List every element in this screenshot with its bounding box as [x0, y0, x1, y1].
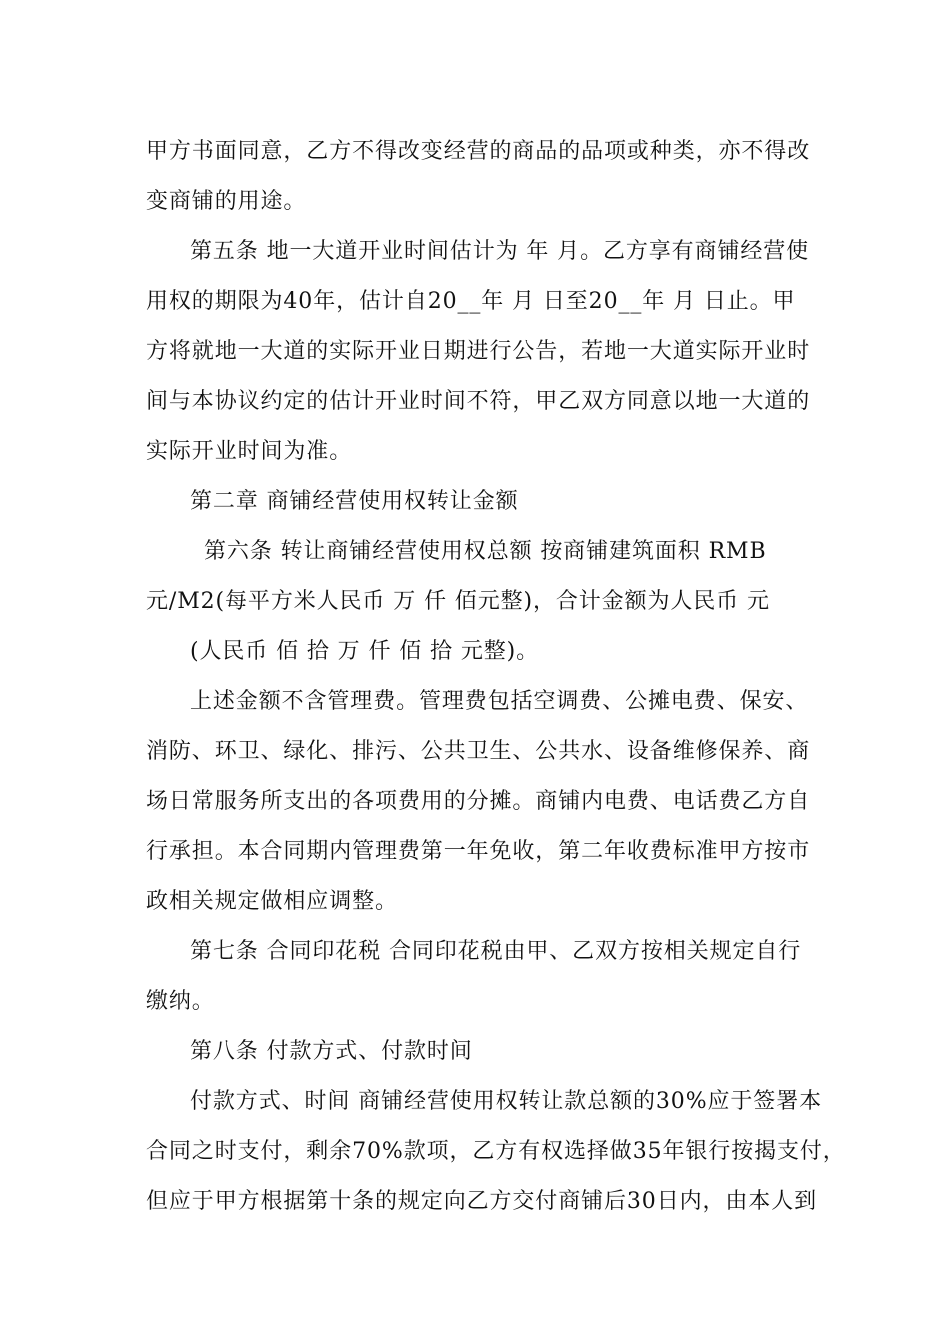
- text-line: 场日常服务所支出的各项费用的分摊。商铺内电费、电话费乙方自: [146, 789, 811, 814]
- article-7-heading: 第七条 合同印花税 合同印花税由甲、乙双方按相关规定自行: [190, 939, 802, 964]
- article-5-heading: 第五条 地一大道开业时间估计为 年 月。乙方享有商铺经营使: [190, 239, 810, 264]
- article-6-heading: 第六条 转让商铺经营使用权总额 按商铺建筑面积 RMB: [204, 539, 767, 564]
- text-line: 实际开业时间为准。: [146, 439, 353, 464]
- text-line: 付款方式、时间 商铺经营使用权转让款总额的30%应于签署本: [190, 1089, 822, 1114]
- text-line: 政相关规定做相应调整。: [146, 889, 398, 914]
- text-line: 合同之时支付，剩余70%款项，乙方有权选择做35年银行按揭支付，: [146, 1139, 846, 1164]
- article-8-heading: 第八条 付款方式、付款时间: [190, 1039, 473, 1064]
- text-line: (人民币 佰 拾 万 仟 佰 拾 元整)。: [190, 639, 540, 664]
- text-line: 消防、环卫、绿化、排污、公共卫生、公共水、设备维修保养、商: [146, 739, 811, 764]
- chapter-2-heading: 第二章 商铺经营使用权转让金额: [190, 489, 519, 514]
- text-line: 方将就地一大道的实际开业日期进行公告，若地一大道实际开业时: [146, 339, 811, 364]
- text-line: 缴纳。: [146, 989, 215, 1014]
- text-line: 上述金额不含管理费。管理费包括空调费、公摊电费、保安、: [190, 689, 809, 714]
- text-line: 间与本协议约定的估计开业时间不符，甲乙双方同意以地一大道的: [146, 389, 811, 414]
- text-line: 但应于甲方根据第十条的规定向乙方交付商铺后30日内，由本人到: [146, 1189, 817, 1214]
- text-line: 元/M2(每平方米人民币 万 仟 佰元整)，合计金额为人民币 元: [146, 589, 770, 614]
- text-line: 用权的期限为40年，估计自20__年 月 日至20__年 月 日止。甲: [146, 289, 796, 314]
- text-line: 行承担。本合同期内管理费第一年免收，第二年收费标准甲方按市: [146, 839, 811, 864]
- text-line: 甲方书面同意，乙方不得改变经营的商品的品项或种类，亦不得改: [146, 139, 811, 164]
- text-line: 变商铺的用途。: [146, 189, 307, 214]
